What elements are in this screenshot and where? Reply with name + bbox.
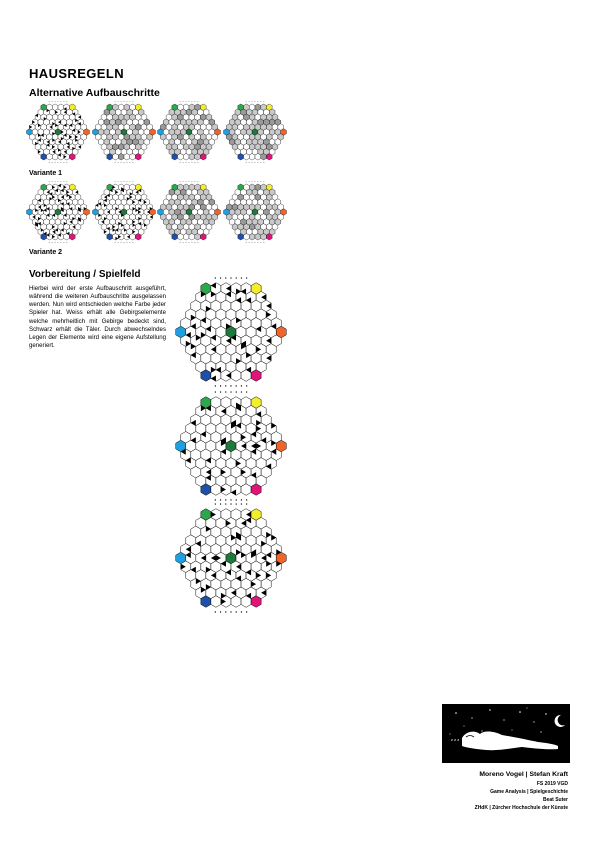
school-name: ZHdK | Zürcher Hochschule der Künste <box>474 805 568 811</box>
variant-1-board <box>93 101 156 163</box>
section-heading-alt-setup: Alternative Aufbauschritte <box>29 87 160 99</box>
variant-1-board <box>224 101 287 163</box>
lecturer-name: Beat Suter <box>542 797 568 803</box>
page-title: HAUSREGELN <box>29 66 125 81</box>
variant-1-board <box>158 101 221 163</box>
variant-1-label: Variante 1 <box>29 170 63 177</box>
sleeping-figure-moon-logo <box>442 704 570 763</box>
variant-2-board <box>158 181 221 243</box>
preparation-paragraph: Hierbei wird der erste Aufbauschritt ausgeführt, während die weiteren Aufbauschritte ausgelassen werden. Nun wird entschieden welche Farbe jeder Spieler hat. Weiss erhält alle Gebirgselemente welche mehrheitlich mit Gebirge bedeckt sind, Schwarz erhält die Täler. Durch abwechselndes Legen der Elemente wird eine eigene Aufstellung generiert. <box>29 285 166 350</box>
variant-2-board <box>93 181 156 243</box>
variant-2-label: Variante 2 <box>29 249 63 256</box>
svg-text:z z z: z z z <box>451 737 460 742</box>
credits-block <box>400 771 568 812</box>
author-names: Moreno Vogel | Stefan Kraft <box>479 771 568 778</box>
course-name: Game Analysis | Spielgeschichte <box>490 789 568 795</box>
setup-board <box>176 277 287 386</box>
variant-1-board <box>27 101 90 163</box>
variant-2-board <box>27 181 90 243</box>
semester-code: FS 2019 VGD <box>536 781 568 787</box>
setup-board <box>176 503 287 612</box>
setup-board <box>176 391 287 500</box>
variant-2-board <box>224 181 287 243</box>
section-heading-preparation: Vorbereitung / Spielfeld <box>29 269 141 280</box>
